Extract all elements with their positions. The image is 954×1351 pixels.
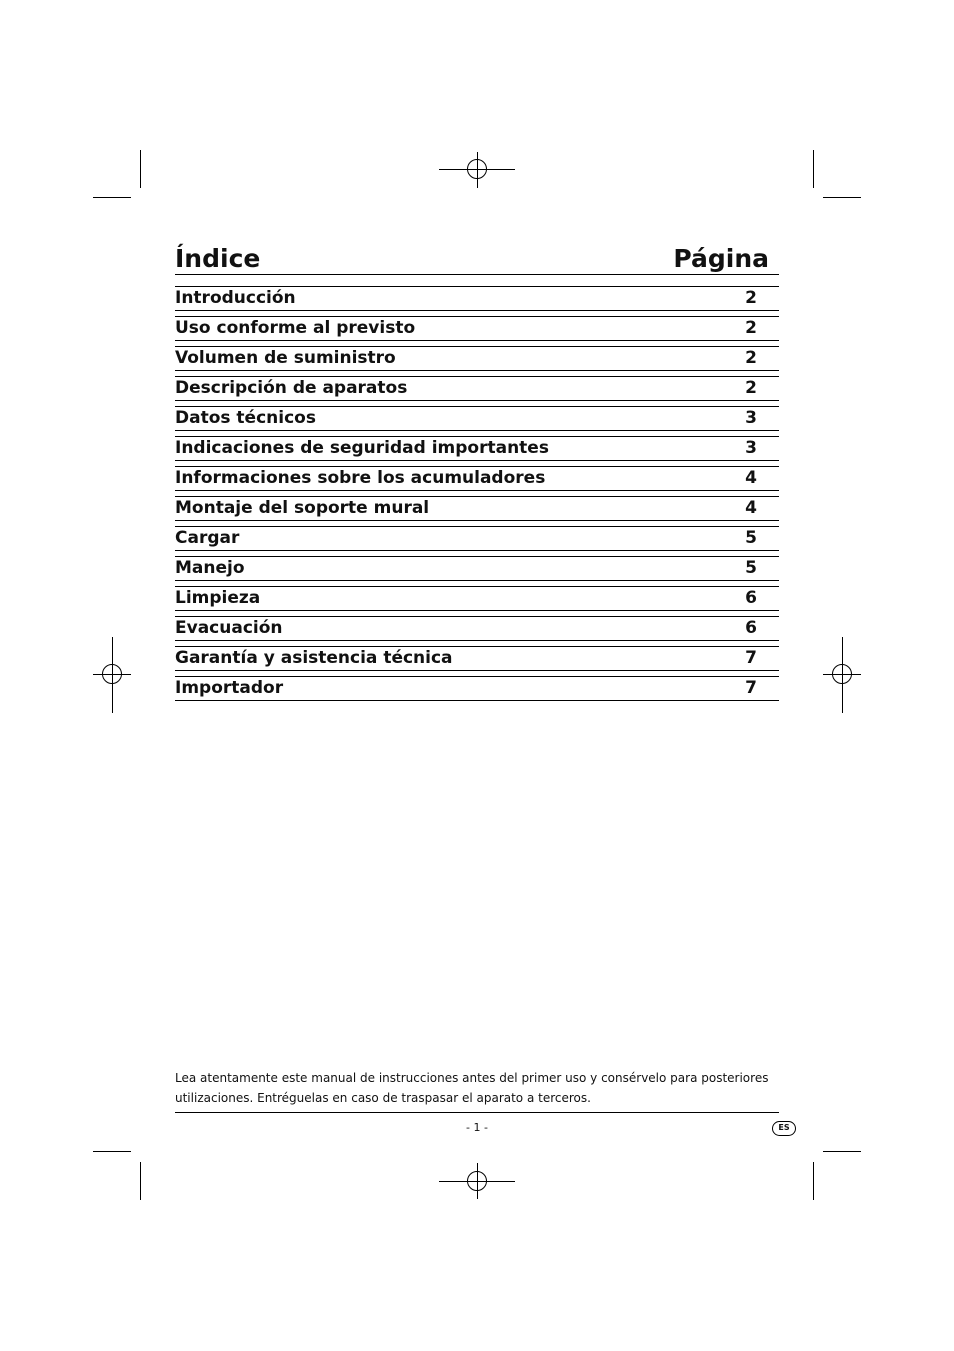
toc-entry-page: 2	[745, 378, 757, 398]
toc-page-heading: Página	[673, 244, 769, 273]
toc-entry-title: Evacuación	[175, 618, 283, 638]
toc-entry-title: Descripción de aparatos	[175, 378, 408, 398]
toc-entry[interactable]	[175, 496, 779, 521]
toc-entry-title: Introducción	[175, 288, 296, 308]
toc-entry-page: 3	[745, 408, 757, 428]
footer-note-line-1: Lea atentamente este manual de instrucciones antes del primer uso y consérvelo para posteriores	[175, 1071, 769, 1085]
page-number: - 1 -	[466, 1121, 488, 1134]
toc-entry[interactable]	[175, 466, 779, 491]
toc-entry[interactable]	[175, 616, 779, 641]
footer-note-line-2: utilizaciones. Entréguelas en caso de traspasar el aparato a terceros.	[175, 1091, 591, 1105]
toc-entry-page: 7	[745, 678, 757, 698]
toc-entry[interactable]	[175, 286, 779, 311]
toc-entry-title: Informaciones sobre los acumuladores	[175, 468, 546, 488]
toc-entry-title: Uso conforme al previsto	[175, 318, 416, 338]
toc-entry[interactable]	[175, 586, 779, 611]
toc-entry-page: 2	[745, 318, 757, 338]
toc-entry-page: 2	[745, 288, 757, 308]
toc-entry-title: Manejo	[175, 558, 245, 578]
toc-entry[interactable]	[175, 436, 779, 461]
toc-entry[interactable]	[175, 646, 779, 671]
toc-entry-page: 5	[745, 558, 757, 578]
toc-entry[interactable]	[175, 676, 779, 701]
toc-entry-page: 4	[745, 468, 757, 488]
toc-entry-title: Garantía y asistencia técnica	[175, 648, 453, 668]
toc-entry[interactable]	[175, 556, 779, 581]
toc-header	[175, 240, 779, 275]
toc-list	[175, 286, 779, 706]
footer-note	[175, 1068, 779, 1108]
toc-entry-page: 2	[745, 348, 757, 368]
toc-entry-title: Limpieza	[175, 588, 261, 608]
toc-entry-page: 5	[745, 528, 757, 548]
toc-entry[interactable]	[175, 526, 779, 551]
footer-divider	[175, 1112, 779, 1113]
toc-entry-page: 3	[745, 438, 757, 458]
toc-entry[interactable]	[175, 406, 779, 431]
toc-entry[interactable]	[175, 316, 779, 341]
toc-entry[interactable]	[175, 376, 779, 401]
toc-entry-page: 4	[745, 498, 757, 518]
toc-entry-title: Datos técnicos	[175, 408, 316, 428]
toc-title: Índice	[175, 244, 261, 273]
toc-entry[interactable]	[175, 346, 779, 371]
toc-entry-title: Importador	[175, 678, 284, 698]
toc-entry-title: Cargar	[175, 528, 240, 548]
toc-entry-title: Volumen de suministro	[175, 348, 396, 368]
toc-entry-title: Indicaciones de seguridad importantes	[175, 438, 549, 458]
toc-entry-page: 6	[745, 588, 757, 608]
language-badge: ES	[772, 1121, 796, 1136]
toc-entry-page: 7	[745, 648, 757, 668]
toc-entry-title: Montaje del soporte mural	[175, 498, 430, 518]
toc-entry-page: 6	[745, 618, 757, 638]
